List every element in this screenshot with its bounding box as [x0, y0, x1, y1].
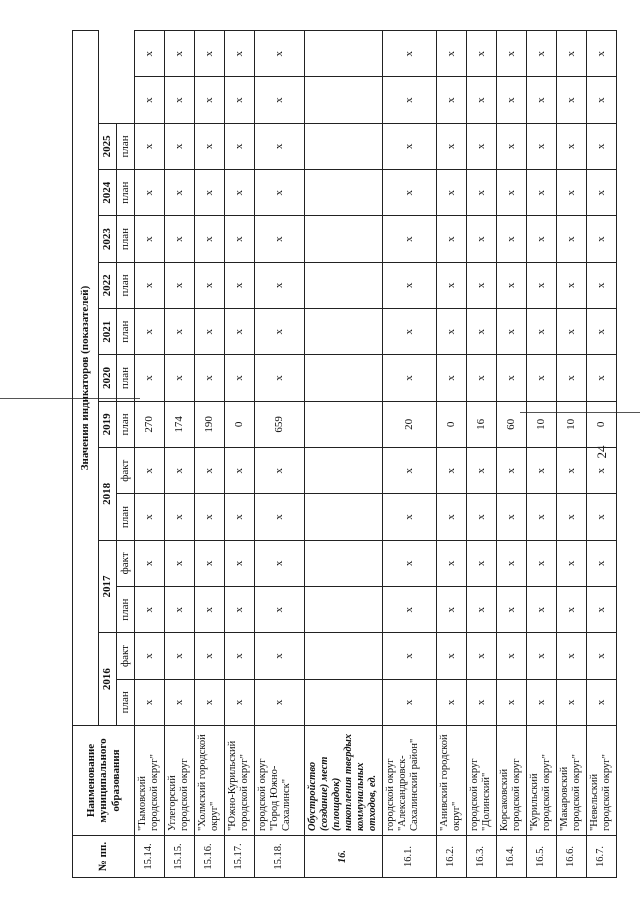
x-mark-cell: x: [587, 262, 617, 308]
x-mark-cell: x: [557, 216, 587, 262]
x-mark-cell: x: [135, 448, 165, 494]
fact-header: факт: [117, 540, 135, 586]
row-municipality-name: "Тымовский городской округ": [135, 726, 165, 836]
x-mark-cell: x: [437, 494, 467, 540]
table-row: [135, 31, 165, 878]
x-mark-cell: x: [467, 587, 497, 633]
row-municipality-name: Углегорский городской округ: [165, 726, 195, 836]
value-2019-plan: 10: [527, 401, 557, 447]
header-indicators-title: Значения индикаторов (показателей): [73, 31, 99, 726]
empty-cell: [305, 216, 383, 262]
x-mark-cell: x: [587, 31, 617, 77]
x-mark-cell: x: [587, 355, 617, 401]
header-number-column: № пп.: [73, 836, 135, 878]
x-mark-cell: x: [467, 123, 497, 169]
x-mark-cell: x: [497, 216, 527, 262]
x-mark-cell: x: [557, 123, 587, 169]
x-mark-cell: x: [497, 170, 527, 216]
empty-cell: [305, 679, 383, 725]
empty-cell: [305, 633, 383, 679]
x-mark-cell: x: [195, 216, 225, 262]
x-mark-cell: x: [527, 309, 557, 355]
x-mark-cell: x: [225, 587, 255, 633]
year-header: 2016: [99, 633, 117, 726]
x-mark-cell: x: [225, 448, 255, 494]
x-mark-cell: x: [587, 309, 617, 355]
row-municipality-name: "Невельский городской округ": [587, 726, 617, 836]
row-municipality-name: "Анивский городской округ": [437, 726, 467, 836]
table-row: [527, 31, 557, 878]
x-mark-cell: x: [557, 77, 587, 123]
table-row: [195, 31, 225, 878]
x-mark-cell: x: [437, 77, 467, 123]
x-mark-cell: x: [557, 587, 587, 633]
x-mark-cell: x: [255, 170, 305, 216]
year-header: 2019: [99, 401, 117, 447]
row-number: 16.3.: [467, 836, 497, 878]
value-2019-plan: 10: [557, 401, 587, 447]
x-mark-cell: x: [165, 355, 195, 401]
x-mark-cell: x: [527, 170, 557, 216]
year-header: 2022: [99, 262, 117, 308]
plan-header: план: [117, 262, 135, 308]
x-mark-cell: x: [135, 216, 165, 262]
x-mark-cell: x: [225, 679, 255, 725]
x-mark-cell: x: [135, 31, 165, 77]
x-mark-cell: x: [467, 31, 497, 77]
x-mark-cell: x: [383, 355, 437, 401]
empty-cell: [305, 494, 383, 540]
x-mark-cell: x: [135, 170, 165, 216]
x-mark-cell: x: [527, 123, 557, 169]
plan-header: план: [117, 309, 135, 355]
table-row: [165, 31, 195, 878]
x-mark-cell: x: [557, 170, 587, 216]
x-mark-cell: x: [587, 587, 617, 633]
x-mark-cell: x: [225, 77, 255, 123]
x-mark-cell: x: [255, 679, 305, 725]
year-header: 2018: [99, 448, 117, 541]
x-mark-cell: x: [587, 77, 617, 123]
x-mark-cell: x: [497, 587, 527, 633]
plan-header: план: [117, 216, 135, 262]
plan-header: план: [117, 170, 135, 216]
value-2019-plan: 659: [255, 401, 305, 447]
x-mark-cell: x: [527, 31, 557, 77]
x-mark-cell: x: [383, 587, 437, 633]
x-mark-cell: x: [383, 216, 437, 262]
x-mark-cell: x: [557, 262, 587, 308]
empty-cell: [305, 355, 383, 401]
value-2019-plan: 0: [587, 401, 617, 447]
x-mark-cell: x: [437, 123, 467, 169]
page-number: 24: [594, 445, 609, 459]
table-row: [225, 31, 255, 878]
x-mark-cell: x: [467, 77, 497, 123]
x-mark-cell: x: [587, 170, 617, 216]
value-2019-plan: 190: [195, 401, 225, 447]
x-mark-cell: x: [383, 170, 437, 216]
x-mark-cell: x: [195, 587, 225, 633]
value-2019-plan: 0: [225, 401, 255, 447]
x-mark-cell: x: [467, 679, 497, 725]
x-mark-cell: x: [195, 355, 225, 401]
x-mark-cell: x: [255, 448, 305, 494]
x-mark-cell: x: [437, 448, 467, 494]
table-row: [305, 31, 383, 878]
x-mark-cell: x: [383, 31, 437, 77]
x-mark-cell: x: [165, 216, 195, 262]
x-mark-cell: x: [225, 216, 255, 262]
x-mark-cell: x: [255, 633, 305, 679]
year-header: 2024: [99, 170, 117, 216]
plan-header: план: [117, 355, 135, 401]
x-mark-cell: x: [195, 309, 225, 355]
x-mark-cell: x: [437, 31, 467, 77]
row-number: 16.7.: [587, 836, 617, 878]
x-mark-cell: x: [497, 494, 527, 540]
x-mark-cell: x: [497, 77, 527, 123]
x-mark-cell: x: [437, 216, 467, 262]
x-mark-cell: x: [383, 309, 437, 355]
x-mark-cell: x: [437, 633, 467, 679]
x-mark-cell: x: [135, 262, 165, 308]
row-municipality-name: Обустройство (создание) мест (площадок) накопления твердых коммунальных отходов, ед.: [305, 726, 383, 836]
table-row: [587, 31, 617, 878]
x-mark-cell: x: [255, 355, 305, 401]
fact-header: факт: [117, 448, 135, 494]
row-number: 16.2.: [437, 836, 467, 878]
x-mark-cell: x: [165, 262, 195, 308]
x-mark-cell: x: [467, 262, 497, 308]
row-number: 16.5.: [527, 836, 557, 878]
x-mark-cell: x: [587, 216, 617, 262]
x-mark-cell: x: [497, 540, 527, 586]
x-mark-cell: x: [255, 540, 305, 586]
indicator-table-frame: [72, 30, 613, 878]
empty-cell: [305, 587, 383, 633]
plan-header: план: [117, 401, 135, 447]
x-mark-cell: x: [497, 448, 527, 494]
x-mark-cell: x: [135, 355, 165, 401]
x-mark-cell: x: [225, 123, 255, 169]
table-row: [467, 31, 497, 878]
x-mark-cell: x: [165, 170, 195, 216]
row-number: 15.14.: [135, 836, 165, 878]
x-mark-cell: x: [165, 633, 195, 679]
row-municipality-name: "Южно-Курильский городской округ": [225, 726, 255, 836]
x-mark-cell: x: [497, 633, 527, 679]
empty-cell: [305, 401, 383, 447]
empty-cell: [305, 77, 383, 123]
x-mark-cell: x: [165, 31, 195, 77]
plan-header: план: [117, 587, 135, 633]
value-2019-plan: 174: [165, 401, 195, 447]
x-mark-cell: x: [467, 170, 497, 216]
row-number: 16.6.: [557, 836, 587, 878]
x-mark-cell: x: [527, 77, 557, 123]
empty-cell: [305, 31, 383, 77]
x-mark-cell: x: [383, 77, 437, 123]
year-header: 2021: [99, 309, 117, 355]
x-mark-cell: x: [527, 540, 557, 586]
row-number: 15.16.: [195, 836, 225, 878]
x-mark-cell: x: [557, 309, 587, 355]
x-mark-cell: x: [225, 494, 255, 540]
x-mark-cell: x: [255, 77, 305, 123]
empty-cell: [305, 540, 383, 586]
x-mark-cell: x: [527, 355, 557, 401]
empty-cell: [305, 448, 383, 494]
x-mark-cell: x: [255, 216, 305, 262]
x-mark-cell: x: [587, 448, 617, 494]
x-mark-cell: x: [135, 633, 165, 679]
x-mark-cell: x: [383, 123, 437, 169]
indicator-table: [72, 30, 617, 878]
x-mark-cell: x: [437, 587, 467, 633]
value-2019-plan: 60: [497, 401, 527, 447]
row-number: 16.4.: [497, 836, 527, 878]
x-mark-cell: x: [467, 355, 497, 401]
x-mark-cell: x: [195, 77, 225, 123]
x-mark-cell: x: [497, 309, 527, 355]
x-mark-cell: x: [467, 540, 497, 586]
x-mark-cell: x: [255, 494, 305, 540]
x-mark-cell: x: [527, 587, 557, 633]
x-mark-cell: x: [527, 262, 557, 308]
year-header: 2025: [99, 123, 117, 169]
table-row: [255, 31, 305, 878]
x-mark-cell: x: [165, 494, 195, 540]
table-row: [383, 31, 437, 878]
x-mark-cell: x: [195, 262, 225, 308]
x-mark-cell: x: [165, 77, 195, 123]
row-municipality-name: "Холмский городской округ": [195, 726, 225, 836]
x-mark-cell: x: [527, 216, 557, 262]
plan-header: план: [117, 494, 135, 540]
fact-header: факт: [117, 633, 135, 679]
row-municipality-name: городской округ "Александровск-Сахалинский район": [383, 726, 437, 836]
table-row: [437, 31, 467, 878]
x-mark-cell: x: [557, 540, 587, 586]
row-municipality-name: "Курильский городской округ": [527, 726, 557, 836]
x-mark-cell: x: [497, 123, 527, 169]
row-number: 16.: [305, 836, 383, 878]
plan-header: план: [117, 123, 135, 169]
x-mark-cell: x: [527, 679, 557, 725]
x-mark-cell: x: [225, 633, 255, 679]
year-header: 2023: [99, 216, 117, 262]
x-mark-cell: x: [165, 679, 195, 725]
x-mark-cell: x: [135, 123, 165, 169]
x-mark-cell: x: [195, 540, 225, 586]
plan-header: план: [117, 679, 135, 725]
x-mark-cell: x: [437, 170, 467, 216]
empty-cell: [305, 309, 383, 355]
x-mark-cell: x: [527, 633, 557, 679]
empty-cell: [305, 170, 383, 216]
value-2019-plan: 270: [135, 401, 165, 447]
x-mark-cell: x: [255, 309, 305, 355]
x-mark-cell: x: [165, 540, 195, 586]
x-mark-cell: x: [467, 216, 497, 262]
row-municipality-name: городской округ "Долинский": [467, 726, 497, 836]
x-mark-cell: x: [225, 355, 255, 401]
row-number: 15.15.: [165, 836, 195, 878]
empty-cell: [305, 123, 383, 169]
x-mark-cell: x: [165, 587, 195, 633]
x-mark-cell: x: [135, 540, 165, 586]
x-mark-cell: x: [467, 448, 497, 494]
x-mark-cell: x: [437, 309, 467, 355]
row-municipality-name: "Макаровский городской округ": [557, 726, 587, 836]
x-mark-cell: x: [557, 355, 587, 401]
x-mark-cell: x: [225, 31, 255, 77]
x-mark-cell: x: [195, 170, 225, 216]
x-mark-cell: x: [225, 540, 255, 586]
x-mark-cell: x: [225, 309, 255, 355]
x-mark-cell: x: [467, 494, 497, 540]
x-mark-cell: x: [135, 309, 165, 355]
x-mark-cell: x: [383, 262, 437, 308]
x-mark-cell: x: [383, 633, 437, 679]
x-mark-cell: x: [165, 309, 195, 355]
header-name-column: Наименование муниципального образования: [73, 726, 135, 836]
x-mark-cell: x: [497, 31, 527, 77]
x-mark-cell: x: [467, 633, 497, 679]
value-2019-plan: 0: [437, 401, 467, 447]
x-mark-cell: x: [557, 448, 587, 494]
x-mark-cell: x: [437, 679, 467, 725]
x-mark-cell: x: [437, 355, 467, 401]
x-mark-cell: x: [383, 448, 437, 494]
x-mark-cell: x: [587, 540, 617, 586]
x-mark-cell: x: [437, 540, 467, 586]
x-mark-cell: x: [587, 633, 617, 679]
x-mark-cell: x: [497, 355, 527, 401]
value-2019-plan: 20: [383, 401, 437, 447]
x-mark-cell: x: [195, 494, 225, 540]
x-mark-cell: x: [587, 123, 617, 169]
x-mark-cell: x: [497, 679, 527, 725]
x-mark-cell: x: [557, 494, 587, 540]
x-mark-cell: x: [165, 123, 195, 169]
row-number: 15.17.: [225, 836, 255, 878]
x-mark-cell: x: [135, 679, 165, 725]
header-row-indicators: [73, 31, 99, 878]
row-number: 15.18.: [255, 836, 305, 878]
table-row: [497, 31, 527, 878]
empty-cell: [305, 262, 383, 308]
x-mark-cell: x: [135, 494, 165, 540]
row-municipality-name: городской округ "Город Южно-Сахалинск": [255, 726, 305, 836]
x-mark-cell: x: [527, 494, 557, 540]
x-mark-cell: x: [225, 170, 255, 216]
row-number: 16.1.: [383, 836, 437, 878]
x-mark-cell: x: [165, 448, 195, 494]
x-mark-cell: x: [557, 633, 587, 679]
x-mark-cell: x: [557, 679, 587, 725]
x-mark-cell: x: [587, 494, 617, 540]
x-mark-cell: x: [255, 31, 305, 77]
x-mark-cell: x: [135, 77, 165, 123]
x-mark-cell: x: [437, 262, 467, 308]
x-mark-cell: x: [587, 679, 617, 725]
year-header: 2020: [99, 355, 117, 401]
x-mark-cell: x: [557, 31, 587, 77]
x-mark-cell: x: [383, 494, 437, 540]
x-mark-cell: x: [467, 309, 497, 355]
x-mark-cell: x: [255, 587, 305, 633]
table-row: [557, 31, 587, 878]
x-mark-cell: x: [255, 123, 305, 169]
x-mark-cell: x: [135, 587, 165, 633]
x-mark-cell: x: [195, 31, 225, 77]
row-municipality-name: Корсаковский городской округ: [497, 726, 527, 836]
x-mark-cell: x: [195, 448, 225, 494]
x-mark-cell: x: [527, 448, 557, 494]
x-mark-cell: x: [195, 679, 225, 725]
x-mark-cell: x: [195, 123, 225, 169]
x-mark-cell: x: [383, 540, 437, 586]
value-2019-plan: 16: [467, 401, 497, 447]
x-mark-cell: x: [195, 633, 225, 679]
x-mark-cell: x: [255, 262, 305, 308]
year-header: 2017: [99, 540, 117, 633]
x-mark-cell: x: [225, 262, 255, 308]
x-mark-cell: x: [497, 262, 527, 308]
x-mark-cell: x: [383, 679, 437, 725]
